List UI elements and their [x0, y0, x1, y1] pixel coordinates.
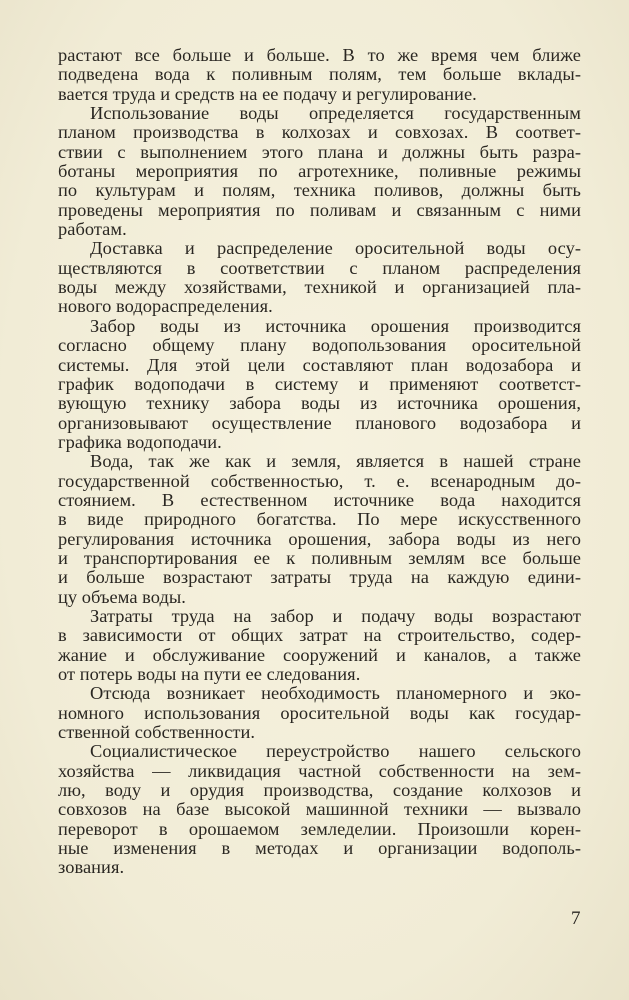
text-line: ществляются в соответствии с планом распределения	[58, 257, 581, 278]
text-line: Отсюда возникает необходимость планомерного и эко-	[90, 683, 581, 704]
text-line: ботаны мероприятия по агротехнике, поливные режимы	[58, 161, 581, 182]
text-line: согласно общему плану водопользования оросительной	[58, 335, 581, 356]
text-line: организовывают осуществление планового водозабора и	[58, 412, 581, 433]
text-line: совхозов на базе высокой машинной техники — вызвало	[58, 799, 581, 820]
text-line: системы. Для этой цели составляют план водозабора и	[58, 354, 581, 375]
text-line: вается труда и средств на ее подачу и регулирование.	[58, 83, 477, 104]
text-line: хозяйства — ликвидация частной собственности на зем-	[58, 760, 581, 781]
text-line: проведены мероприятия по поливам и связанным с ними	[58, 199, 581, 220]
text-line: стоянием. В естественном источнике вода находится	[58, 489, 581, 510]
text-line: зования.	[58, 857, 125, 878]
text-line: лю, воду и орудия производства, создание колхозов и	[58, 780, 581, 801]
text-line: Доставка и распределение оросительной воды осу-	[90, 238, 581, 259]
text-line: Использование воды определяется государственным	[90, 103, 581, 124]
text-line: и больше возрастают затраты труда на каждую едини-	[58, 567, 581, 588]
text-line: Социалистическое переустройство нашего сельского	[90, 741, 581, 762]
text-line: в зависимости от общих затрат на строительство, содер-	[58, 625, 581, 646]
text-line: по культурам и полям, техника поливов, должны быть	[58, 180, 581, 201]
text-line: растают все больше и больше. В то же время чем ближе	[58, 45, 581, 65]
text-line: ствии с выполнением этого плана и должны быть разра-	[58, 141, 581, 162]
text-line: нового водораспределения.	[58, 296, 273, 317]
text-line: планом производства в колхозах и совхозах. В соответ-	[58, 122, 581, 143]
text-line: ственной собственности.	[58, 722, 256, 743]
text-line: подведена вода к поливным полям, тем больше вклады-	[58, 64, 581, 85]
body-text	[58, 46, 581, 878]
text-line: Затраты труда на забор и подачу воды возрастают	[90, 605, 581, 626]
text-line: работам.	[58, 219, 127, 240]
text-line: регулирования источника орошения, забора воды из него	[58, 528, 581, 549]
text-line: ные изменения в методах и организации водополь-	[58, 838, 581, 859]
text-line: Забор воды из источника орошения производится	[90, 315, 581, 336]
text-line: государственной собственностью, т. е. всенародным до-	[58, 470, 581, 491]
text-line: и транспортирования ее к поливным землям все больше	[58, 547, 581, 568]
text-line: цу объема воды.	[58, 586, 186, 607]
page-number: 7	[571, 908, 581, 929]
text-line: в виде природного богатства. По мере искусственного	[58, 509, 581, 530]
text-line: Вода, так же как и земля, является в нашей стране	[90, 451, 581, 472]
text-line: графика водоподачи.	[58, 431, 222, 452]
text-line: жание и обслуживание сооружений и каналов, а также	[58, 644, 581, 665]
text-line: вующую технику забора воды из источника орошения,	[58, 393, 581, 414]
text-line: воды между хозяйствами, техникой и организацией пла-	[58, 277, 581, 298]
text-line: номного использования оросительной воды как государ-	[58, 702, 581, 723]
text-line: от потерь воды на пути ее следования.	[58, 664, 361, 684]
text-line: график водоподачи в систему и применяют соответст-	[58, 373, 581, 394]
text-line: переворот в орошаемом земледелии. Произошли корен-	[58, 818, 581, 839]
